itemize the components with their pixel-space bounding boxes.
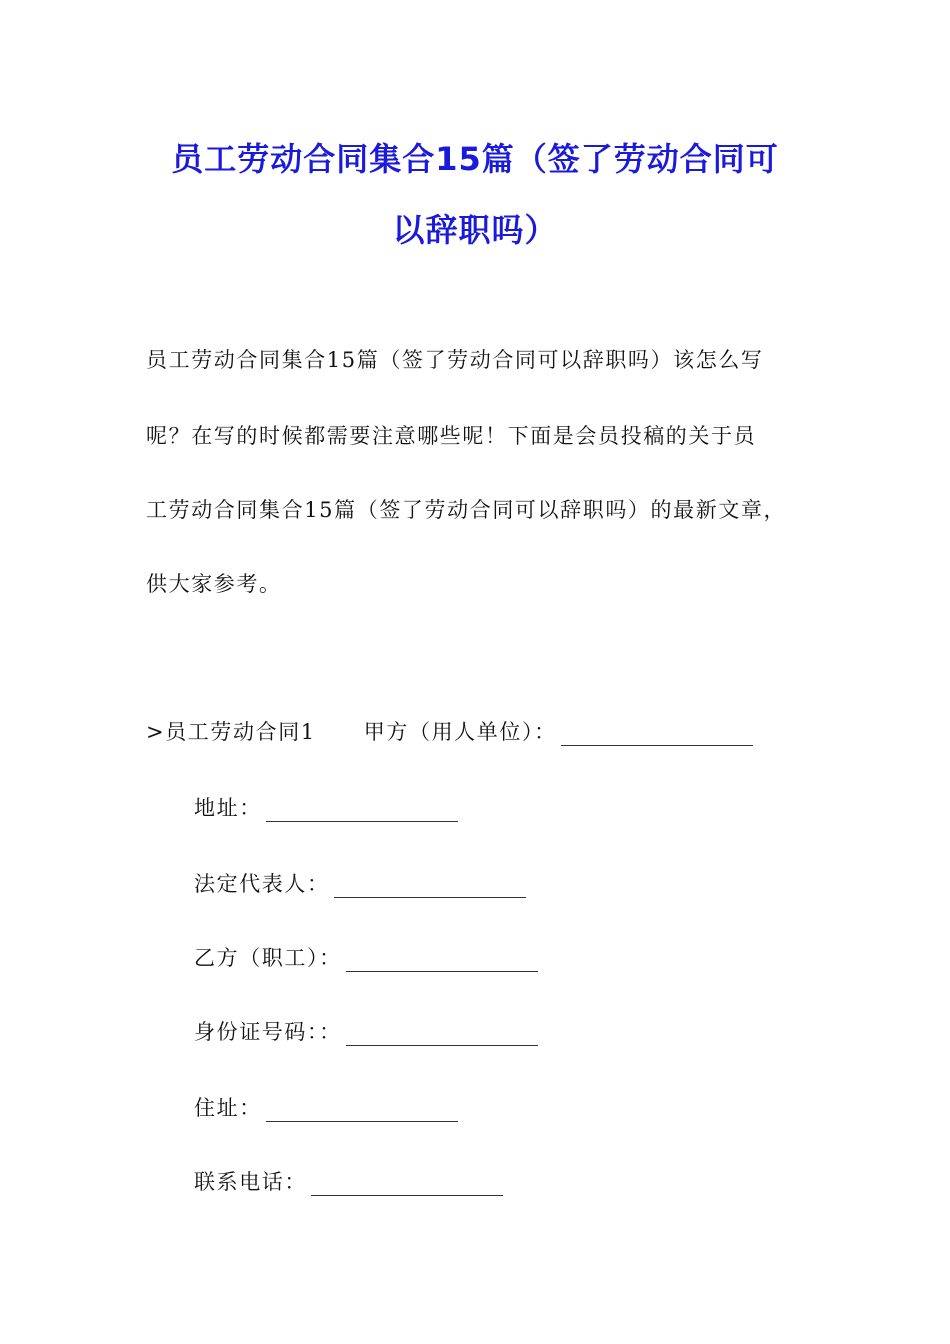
party-b-label: 乙方（职工）：	[194, 946, 342, 970]
intro-line-4: 供大家参考。	[146, 572, 282, 596]
phone-row	[194, 1166, 503, 1196]
legal-rep-label: 法定代表人：	[194, 872, 330, 896]
party-b-blank[interactable]	[346, 951, 538, 972]
address-label: 地址：	[194, 796, 262, 820]
legal-rep-blank[interactable]	[334, 877, 526, 898]
id-number-label: 身份证号码：：	[194, 1020, 342, 1044]
phone-label: 联系电话：	[194, 1170, 307, 1194]
document-title-line-2: 以辞职吗）	[392, 211, 558, 249]
address-row	[194, 792, 458, 822]
residence-label: 住址：	[194, 1096, 262, 1120]
address-blank[interactable]	[266, 801, 458, 822]
legal-rep-row	[194, 868, 526, 898]
intro-line-3: 工劳动合同集合15篇（签了劳动合同可以辞职吗）的最新文章，	[146, 498, 787, 522]
party-a-blank[interactable]	[561, 725, 753, 746]
contract-heading-row	[146, 716, 753, 746]
party-a-label: 甲方（用人单位）：	[363, 720, 557, 744]
phone-blank[interactable]	[311, 1175, 503, 1196]
intro-line-1: 员工劳动合同集合15篇（签了劳动合同可以辞职吗）该怎么写	[146, 348, 764, 372]
id-number-row	[194, 1016, 538, 1046]
document-title-line-1: 员工劳动合同集合15篇（签了劳动合同可	[171, 140, 779, 178]
residence-row	[194, 1092, 458, 1122]
id-number-blank[interactable]	[346, 1025, 538, 1046]
contract-heading: >员工劳动合同1	[146, 720, 316, 744]
party-b-row	[194, 942, 538, 972]
intro-line-2: 呢？在写的时候都需要注意哪些呢！下面是会员投稿的关于员	[146, 424, 757, 448]
residence-blank[interactable]	[266, 1101, 458, 1122]
